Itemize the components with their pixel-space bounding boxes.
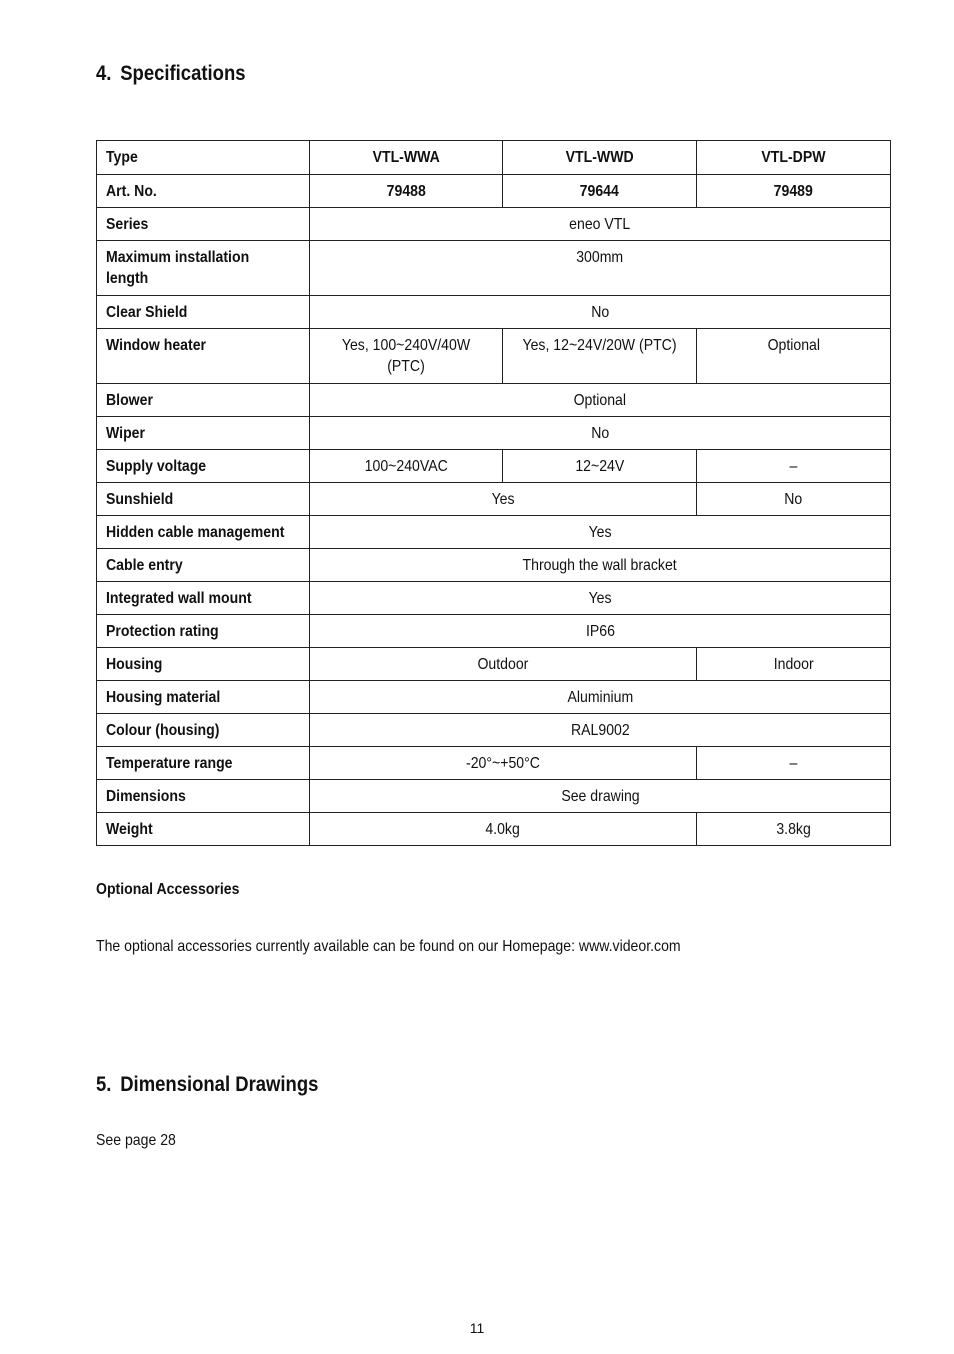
row-label: Type (97, 141, 310, 175)
table-row (97, 615, 891, 648)
row-label: Hidden cable management (97, 516, 310, 549)
table-row (97, 450, 891, 483)
table-cell: 12~24V (503, 450, 697, 483)
table-row (97, 813, 891, 846)
table-cell: See drawing (310, 780, 891, 813)
table-cell: IP66 (310, 615, 891, 648)
row-label: Blower (97, 384, 310, 417)
section-title: Specifications (120, 62, 246, 85)
table-row (97, 384, 891, 417)
optional-accessories-heading: Optional Accessories (96, 881, 240, 898)
see-page-text: See page 28 (96, 1132, 176, 1149)
table-cell: No (310, 296, 891, 329)
row-label: Wiper (97, 417, 310, 450)
section-title: Dimensional Drawings (120, 1073, 319, 1096)
table-cell: Yes, 100~240V/40W (PTC) (310, 329, 503, 384)
row-label: Dimensions (97, 780, 310, 813)
table-cell: – (697, 450, 891, 483)
table-row (97, 175, 891, 208)
table-cell: 79644 (503, 175, 697, 208)
row-label: Series (97, 208, 310, 241)
table-cell: 79488 (310, 175, 503, 208)
table-cell: RAL9002 (310, 714, 891, 747)
table-cell: No (697, 483, 891, 516)
row-label: Art. No. (97, 175, 310, 208)
row-label: Supply voltage (97, 450, 310, 483)
table-cell: VTL-WWD (503, 141, 697, 175)
row-label: Housing (97, 648, 310, 681)
table-cell: 79489 (697, 175, 891, 208)
section-number: 5. (96, 1073, 112, 1096)
table-cell: Yes, 12~24V/20W (PTC) (503, 329, 697, 384)
table-row (97, 208, 891, 241)
table-cell: – (697, 747, 891, 780)
table-cell: Optional (310, 384, 891, 417)
table-row (97, 582, 891, 615)
row-label: Temperature range (97, 747, 310, 780)
section-heading-dimensional-drawings (96, 1073, 318, 1097)
section-number: 4. (96, 62, 112, 85)
page-number: 11 (469, 1320, 485, 1336)
table-cell: 100~240VAC (310, 450, 503, 483)
table-cell: eneo VTL (310, 208, 891, 241)
table-row (97, 296, 891, 329)
table-row (97, 417, 891, 450)
row-label: Housing material (97, 681, 310, 714)
row-label: Maximum installation length (97, 241, 310, 296)
table-cell: Indoor (697, 648, 891, 681)
table-row (97, 141, 891, 175)
row-label: Window heater (97, 329, 310, 384)
table-row (97, 329, 891, 384)
row-label: Weight (97, 813, 310, 846)
table-cell: Yes (310, 582, 891, 615)
row-label: Protection rating (97, 615, 310, 648)
table-cell: VTL-WWA (310, 141, 503, 175)
table-cell: No (310, 417, 891, 450)
optional-accessories-text: The optional accessories currently available can be found on our Homepage: www.videor.com (96, 938, 681, 955)
section-heading-specifications (96, 62, 246, 86)
row-label: Cable entry (97, 549, 310, 582)
table-cell: VTL-DPW (697, 141, 891, 175)
table-cell: 300mm (310, 241, 891, 296)
table-cell: Aluminium (310, 681, 891, 714)
table-cell: Outdoor (310, 648, 697, 681)
table-cell: Yes (310, 516, 891, 549)
table-row (97, 516, 891, 549)
row-label: Colour (housing) (97, 714, 310, 747)
table-cell: 4.0kg (310, 813, 697, 846)
specifications-table (96, 140, 891, 846)
table-cell: 3.8kg (697, 813, 891, 846)
row-label: Clear Shield (97, 296, 310, 329)
table-row (97, 241, 891, 296)
table-cell: Through the wall bracket (310, 549, 891, 582)
table-row (97, 747, 891, 780)
table-cell: Optional (697, 329, 891, 384)
table-row (97, 681, 891, 714)
table-row (97, 549, 891, 582)
row-label: Integrated wall mount (97, 582, 310, 615)
table-cell: Yes (310, 483, 697, 516)
row-label: Sunshield (97, 483, 310, 516)
table-row (97, 714, 891, 747)
table-row (97, 780, 891, 813)
table-row (97, 483, 891, 516)
table-cell: -20°~+50°C (310, 747, 697, 780)
table-row (97, 648, 891, 681)
